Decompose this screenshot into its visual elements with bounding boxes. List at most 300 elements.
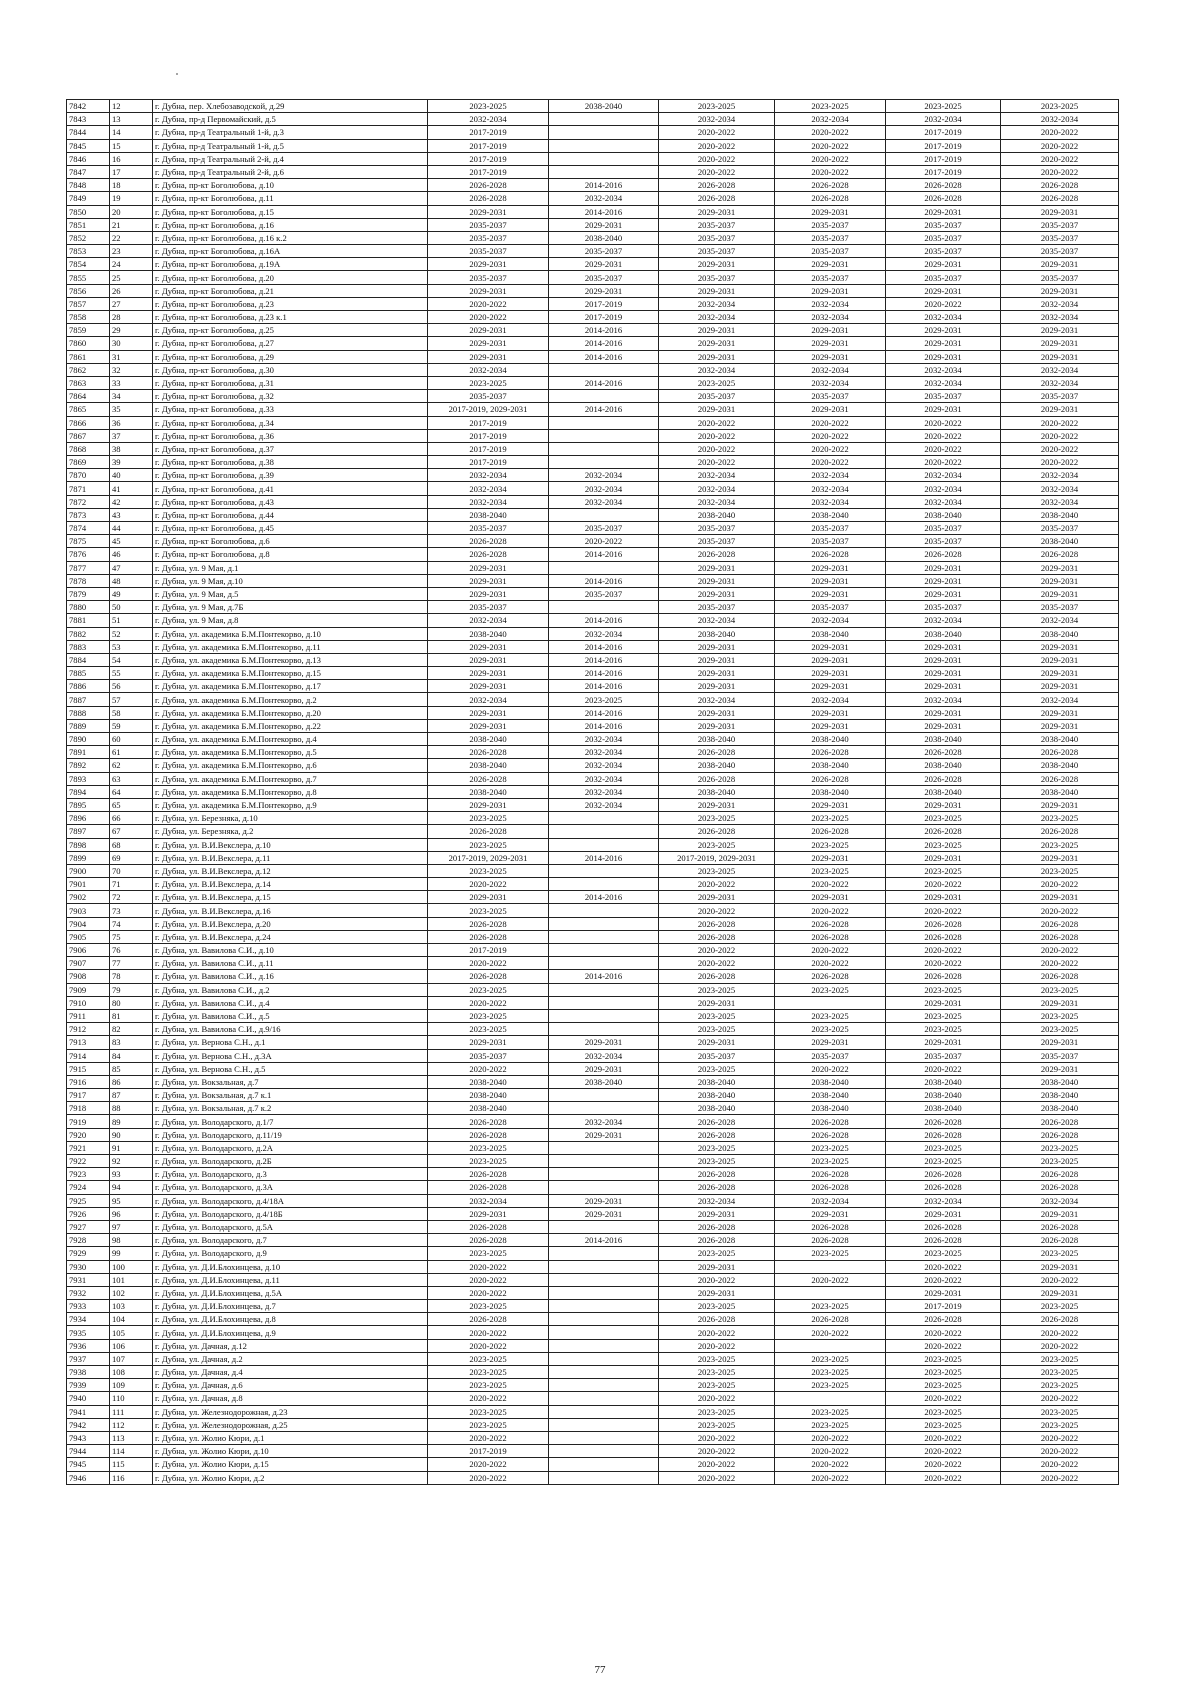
table-row	[67, 1009, 1119, 1022]
period-cell: 2014-2016	[549, 403, 659, 416]
row-number-cell: 102	[110, 1286, 153, 1299]
period-cell: 2023-2025	[428, 100, 549, 113]
row-number-cell: 51	[110, 614, 153, 627]
period-cell	[549, 878, 659, 891]
period-cell: 2023-2025	[428, 1300, 549, 1313]
table-row	[67, 139, 1119, 152]
period-cell: 2020-2022	[659, 139, 775, 152]
period-cell: 2023-2025	[775, 100, 886, 113]
period-cell: 2038-2040	[549, 1075, 659, 1088]
row-number-cell: 73	[110, 904, 153, 917]
row-id-cell: 7863	[67, 376, 110, 389]
period-cell: 2035-2037	[886, 522, 1001, 535]
period-cell: 2029-2031	[659, 996, 775, 1009]
row-id-cell: 7931	[67, 1273, 110, 1286]
period-cell: 2026-2028	[775, 917, 886, 930]
period-cell: 2023-2025	[886, 983, 1001, 996]
schedule-table	[66, 99, 1119, 1485]
period-cell: 2020-2022	[659, 1273, 775, 1286]
address-cell: г. Дубна, ул. академика Б.М.Понтекорво, д.5	[153, 746, 428, 759]
row-id-cell: 7849	[67, 192, 110, 205]
table-row	[67, 390, 1119, 403]
period-cell: 2035-2037	[886, 535, 1001, 548]
period-cell: 2029-2031	[659, 640, 775, 653]
period-cell: 2023-2025	[775, 983, 886, 996]
period-cell: 2035-2037	[886, 1049, 1001, 1062]
period-cell: 2032-2034	[1001, 469, 1119, 482]
address-cell: г. Дубна, пр-кт Боголюбова, д.27	[153, 337, 428, 350]
period-cell: 2026-2028	[1001, 192, 1119, 205]
period-cell: 2020-2022	[886, 957, 1001, 970]
address-cell: г. Дубна, пр-д Театральный 2-й, д.6	[153, 165, 428, 178]
row-number-cell: 65	[110, 798, 153, 811]
row-id-cell: 7883	[67, 640, 110, 653]
row-number-cell: 112	[110, 1418, 153, 1431]
period-cell: 2038-2040	[1001, 759, 1119, 772]
period-cell: 2020-2022	[886, 1471, 1001, 1484]
period-cell: 2029-2031	[428, 350, 549, 363]
period-cell	[549, 601, 659, 614]
period-cell: 2023-2025	[1001, 1405, 1119, 1418]
period-cell: 2026-2028	[428, 1115, 549, 1128]
period-cell: 2023-2025	[775, 1300, 886, 1313]
period-cell: 2023-2025	[428, 1023, 549, 1036]
table-row	[67, 442, 1119, 455]
period-cell: 2032-2034	[659, 363, 775, 376]
period-cell: 2020-2022	[886, 904, 1001, 917]
address-cell: г. Дубна, ул. академика Б.М.Понтекорво, д.6	[153, 759, 428, 772]
table-row	[67, 1194, 1119, 1207]
period-cell: 2014-2016	[549, 350, 659, 363]
period-cell: 2026-2028	[775, 772, 886, 785]
period-cell: 2026-2028	[886, 1115, 1001, 1128]
period-cell: 2020-2022	[1001, 139, 1119, 152]
period-cell: 2029-2031	[549, 284, 659, 297]
period-cell: 2032-2034	[886, 1194, 1001, 1207]
period-cell: 2017-2019	[428, 944, 549, 957]
period-cell: 2020-2022	[1001, 1471, 1119, 1484]
period-cell: 2026-2028	[428, 825, 549, 838]
period-cell	[549, 1023, 659, 1036]
table-row	[67, 706, 1119, 719]
row-number-cell: 116	[110, 1471, 153, 1484]
period-cell: 2038-2040	[549, 100, 659, 113]
table-row	[67, 759, 1119, 772]
period-cell: 2023-2025	[775, 838, 886, 851]
period-cell: 2029-2031	[1001, 1286, 1119, 1299]
row-id-cell: 7898	[67, 838, 110, 851]
table-row	[67, 535, 1119, 548]
period-cell: 2023-2025	[1001, 1023, 1119, 1036]
period-cell: 2035-2037	[428, 231, 549, 244]
period-cell: 2023-2025	[659, 376, 775, 389]
row-number-cell: 74	[110, 917, 153, 930]
period-cell: 2023-2025	[1001, 100, 1119, 113]
row-id-cell: 7872	[67, 495, 110, 508]
address-cell: г. Дубна, пр-кт Боголюбова, д.43	[153, 495, 428, 508]
period-cell: 2017-2019	[428, 1445, 549, 1458]
period-cell: 2035-2037	[1001, 1049, 1119, 1062]
period-cell: 2035-2037	[775, 601, 886, 614]
period-cell: 2023-2025	[428, 1379, 549, 1392]
row-id-cell: 7934	[67, 1313, 110, 1326]
period-cell: 2035-2037	[549, 271, 659, 284]
row-id-cell: 7885	[67, 667, 110, 680]
period-cell: 2032-2034	[549, 1115, 659, 1128]
period-cell: 2029-2031	[1001, 1036, 1119, 1049]
period-cell: 2032-2034	[775, 693, 886, 706]
period-cell: 2029-2031	[1001, 640, 1119, 653]
address-cell: г. Дубна, ул. 9 Мая, д.1	[153, 561, 428, 574]
period-cell: 2020-2022	[775, 152, 886, 165]
address-cell: г. Дубна, пр-кт Боголюбова, д.37	[153, 442, 428, 455]
period-cell	[549, 1458, 659, 1471]
row-id-cell: 7860	[67, 337, 110, 350]
address-cell: г. Дубна, пр-кт Боголюбова, д.38	[153, 456, 428, 469]
period-cell: 2038-2040	[886, 627, 1001, 640]
period-cell	[549, 1286, 659, 1299]
period-cell: 2029-2031	[659, 337, 775, 350]
period-cell: 2029-2031	[886, 1036, 1001, 1049]
period-cell	[549, 390, 659, 403]
period-cell: 2032-2034	[886, 693, 1001, 706]
table-row	[67, 1036, 1119, 1049]
period-cell: 2026-2028	[886, 746, 1001, 759]
period-cell: 2023-2025	[659, 1155, 775, 1168]
period-cell: 2026-2028	[886, 825, 1001, 838]
address-cell: г. Дубна, пр-д Первомайский, д.5	[153, 113, 428, 126]
period-cell: 2038-2040	[659, 508, 775, 521]
period-cell: 2035-2037	[1001, 245, 1119, 258]
period-cell: 2029-2031	[775, 719, 886, 732]
period-cell: 2020-2022	[775, 429, 886, 442]
period-cell: 2026-2028	[428, 1220, 549, 1233]
row-id-cell: 7938	[67, 1366, 110, 1379]
period-cell: 2029-2031	[775, 1036, 886, 1049]
period-cell: 2026-2028	[886, 917, 1001, 930]
period-cell: 2026-2028	[428, 1181, 549, 1194]
period-cell	[549, 1405, 659, 1418]
period-cell: 2029-2031	[886, 587, 1001, 600]
row-id-cell: 7902	[67, 891, 110, 904]
period-cell	[549, 508, 659, 521]
row-number-cell: 91	[110, 1141, 153, 1154]
period-cell: 2020-2022	[775, 904, 886, 917]
period-cell: 2032-2034	[428, 495, 549, 508]
row-number-cell: 48	[110, 574, 153, 587]
row-number-cell: 103	[110, 1300, 153, 1313]
period-cell: 2020-2022	[1001, 1273, 1119, 1286]
period-cell: 2032-2034	[886, 363, 1001, 376]
address-cell: г. Дубна, пр-кт Боголюбова, д.16 к.2	[153, 231, 428, 244]
period-cell: 2035-2037	[1001, 218, 1119, 231]
period-cell: 2020-2022	[1001, 429, 1119, 442]
period-cell	[549, 1392, 659, 1405]
period-cell: 2029-2031	[428, 653, 549, 666]
period-cell: 2020-2022	[886, 1062, 1001, 1075]
period-cell: 2020-2022	[775, 416, 886, 429]
period-cell: 2029-2031	[886, 851, 1001, 864]
period-cell: 2026-2028	[659, 192, 775, 205]
period-cell: 2029-2031	[775, 284, 886, 297]
period-cell: 2032-2034	[886, 482, 1001, 495]
row-number-cell: 36	[110, 416, 153, 429]
period-cell: 2029-2031	[659, 324, 775, 337]
row-id-cell: 7908	[67, 970, 110, 983]
period-cell: 2023-2025	[1001, 1141, 1119, 1154]
period-cell: 2020-2022	[1001, 165, 1119, 178]
period-cell: 2020-2022	[428, 1471, 549, 1484]
row-number-cell: 63	[110, 772, 153, 785]
period-cell: 2020-2022	[659, 456, 775, 469]
table-row	[67, 376, 1119, 389]
row-id-cell: 7886	[67, 680, 110, 693]
period-cell: 2023-2025	[1001, 1366, 1119, 1379]
period-cell: 2026-2028	[775, 1234, 886, 1247]
period-cell: 2032-2034	[549, 495, 659, 508]
period-cell: 2020-2022	[886, 1273, 1001, 1286]
period-cell	[549, 1260, 659, 1273]
row-number-cell: 84	[110, 1049, 153, 1062]
period-cell: 2026-2028	[886, 1168, 1001, 1181]
period-cell: 2029-2031	[886, 653, 1001, 666]
address-cell: г. Дубна, ул. Володарского, д.2Б	[153, 1155, 428, 1168]
row-number-cell: 104	[110, 1313, 153, 1326]
period-cell: 2014-2016	[549, 680, 659, 693]
period-cell: 2023-2025	[1001, 1300, 1119, 1313]
period-cell: 2026-2028	[659, 1220, 775, 1233]
period-cell: 2023-2025	[428, 983, 549, 996]
period-cell: 2029-2031	[659, 1260, 775, 1273]
row-id-cell: 7945	[67, 1458, 110, 1471]
address-cell: г. Дубна, пр-кт Боголюбова, д.31	[153, 376, 428, 389]
row-number-cell: 83	[110, 1036, 153, 1049]
period-cell: 2023-2025	[659, 1009, 775, 1022]
period-cell: 2026-2028	[1001, 917, 1119, 930]
period-cell: 2029-2031	[775, 337, 886, 350]
period-cell: 2029-2031	[775, 653, 886, 666]
period-cell: 2032-2034	[549, 759, 659, 772]
period-cell: 2020-2022	[428, 1326, 549, 1339]
period-cell: 2038-2040	[775, 1089, 886, 1102]
period-cell: 2035-2037	[659, 271, 775, 284]
address-cell: г. Дубна, ул. Дачная, д.2	[153, 1352, 428, 1365]
address-cell: г. Дубна, ул. Дачная, д.4	[153, 1366, 428, 1379]
period-cell: 2029-2031	[1001, 706, 1119, 719]
table-row	[67, 627, 1119, 640]
table-row	[67, 522, 1119, 535]
row-id-cell: 7910	[67, 996, 110, 1009]
period-cell	[549, 917, 659, 930]
period-cell: 2029-2031	[428, 587, 549, 600]
table-row	[67, 495, 1119, 508]
period-cell: 2035-2037	[659, 601, 775, 614]
period-cell: 2023-2025	[428, 1366, 549, 1379]
period-cell: 2029-2031	[886, 891, 1001, 904]
period-cell: 2035-2037	[659, 390, 775, 403]
period-cell: 2023-2025	[886, 1366, 1001, 1379]
period-cell: 2035-2037	[775, 1049, 886, 1062]
table-row	[67, 1445, 1119, 1458]
period-cell: 2014-2016	[549, 640, 659, 653]
period-cell: 2029-2031	[428, 1207, 549, 1220]
period-cell: 2023-2025	[1001, 1418, 1119, 1431]
table-row	[67, 311, 1119, 324]
period-cell: 2029-2031	[886, 337, 1001, 350]
period-cell: 2029-2031	[886, 1286, 1001, 1299]
period-cell: 2026-2028	[1001, 772, 1119, 785]
row-id-cell: 7912	[67, 1023, 110, 1036]
address-cell: г. Дубна, ул. академика Б.М.Понтекорво, д.15	[153, 667, 428, 680]
row-number-cell: 64	[110, 785, 153, 798]
row-id-cell: 7866	[67, 416, 110, 429]
period-cell: 2032-2034	[886, 113, 1001, 126]
period-cell: 2029-2031	[886, 798, 1001, 811]
address-cell: г. Дубна, ул. В.И.Векслера, д.10	[153, 838, 428, 851]
period-cell: 2035-2037	[659, 245, 775, 258]
period-cell: 2026-2028	[659, 772, 775, 785]
period-cell: 2035-2037	[775, 535, 886, 548]
period-cell: 2020-2022	[1001, 1431, 1119, 1444]
row-number-cell: 72	[110, 891, 153, 904]
period-cell: 2026-2028	[775, 192, 886, 205]
period-cell: 2020-2022	[886, 1392, 1001, 1405]
period-cell: 2029-2031	[886, 403, 1001, 416]
table-row	[67, 113, 1119, 126]
period-cell: 2023-2025	[886, 1247, 1001, 1260]
period-cell: 2020-2022	[659, 1445, 775, 1458]
period-cell: 2029-2031	[428, 706, 549, 719]
table-row	[67, 561, 1119, 574]
row-id-cell: 7921	[67, 1141, 110, 1154]
address-cell: г. Дубна, ул. В.И.Векслера, д.20	[153, 917, 428, 930]
period-cell: 2029-2031	[659, 719, 775, 732]
period-cell: 2026-2028	[659, 1115, 775, 1128]
row-id-cell: 7843	[67, 113, 110, 126]
row-number-cell: 24	[110, 258, 153, 271]
period-cell: 2020-2022	[775, 1062, 886, 1075]
period-cell: 2029-2031	[428, 574, 549, 587]
table-row	[67, 1458, 1119, 1471]
table-row	[67, 601, 1119, 614]
address-cell: г. Дубна, ул. Вернова С.Н., д.3А	[153, 1049, 428, 1062]
period-cell: 2032-2034	[1001, 482, 1119, 495]
period-cell: 2023-2025	[886, 1405, 1001, 1418]
period-cell: 2017-2019, 2029-2031	[659, 851, 775, 864]
row-number-cell: 25	[110, 271, 153, 284]
period-cell: 2026-2028	[775, 1168, 886, 1181]
period-cell	[549, 165, 659, 178]
address-cell: г. Дубна, ул. Вавилова С.И., д.2	[153, 983, 428, 996]
period-cell: 2026-2028	[1001, 825, 1119, 838]
period-cell: 2032-2034	[549, 1049, 659, 1062]
row-id-cell: 7935	[67, 1326, 110, 1339]
address-cell: г. Дубна, ул. Вавилова С.И., д.5	[153, 1009, 428, 1022]
period-cell: 2032-2034	[1001, 311, 1119, 324]
period-cell: 2023-2025	[1001, 812, 1119, 825]
period-cell: 2029-2031	[549, 1036, 659, 1049]
period-cell: 2023-2025	[659, 1366, 775, 1379]
row-number-cell: 59	[110, 719, 153, 732]
table-row	[67, 746, 1119, 759]
row-id-cell: 7871	[67, 482, 110, 495]
row-id-cell: 7890	[67, 733, 110, 746]
address-cell: г. Дубна, пр-кт Боголюбова, д.21	[153, 284, 428, 297]
period-cell: 2020-2022	[775, 139, 886, 152]
period-cell	[549, 1168, 659, 1181]
table-row	[67, 1300, 1119, 1313]
table-row	[67, 838, 1119, 851]
period-cell: 2023-2025	[659, 1405, 775, 1418]
table-row	[67, 996, 1119, 1009]
period-cell: 2038-2040	[1001, 733, 1119, 746]
period-cell: 2026-2028	[1001, 1220, 1119, 1233]
period-cell: 2023-2025	[659, 1247, 775, 1260]
row-number-cell: 111	[110, 1405, 153, 1418]
period-cell: 2023-2025	[428, 838, 549, 851]
row-id-cell: 7851	[67, 218, 110, 231]
period-cell: 2035-2037	[775, 522, 886, 535]
address-cell: г. Дубна, ул. Вавилова С.И., д.11	[153, 957, 428, 970]
row-number-cell: 108	[110, 1366, 153, 1379]
period-cell: 2023-2025	[1001, 1352, 1119, 1365]
period-cell: 2026-2028	[886, 930, 1001, 943]
period-cell: 2032-2034	[775, 297, 886, 310]
table-row	[67, 231, 1119, 244]
period-cell: 2020-2022	[1001, 957, 1119, 970]
address-cell: г. Дубна, ул. Вавилова С.И., д.4	[153, 996, 428, 1009]
period-cell: 2029-2031	[659, 891, 775, 904]
table-row	[67, 324, 1119, 337]
period-cell: 2029-2031	[1001, 891, 1119, 904]
table-row	[67, 1234, 1119, 1247]
address-cell: г. Дубна, ул. Д.И.Блохинцева, д.7	[153, 1300, 428, 1313]
row-id-cell: 7854	[67, 258, 110, 271]
address-cell: г. Дубна, пр-кт Боголюбова, д.11	[153, 192, 428, 205]
period-cell: 2038-2040	[659, 1075, 775, 1088]
period-cell: 2026-2028	[428, 970, 549, 983]
period-cell: 2029-2031	[659, 680, 775, 693]
period-cell: 2029-2031	[428, 324, 549, 337]
period-cell	[775, 1286, 886, 1299]
period-cell: 2032-2034	[549, 798, 659, 811]
period-cell: 2032-2034	[775, 495, 886, 508]
row-number-cell: 97	[110, 1220, 153, 1233]
period-cell: 2038-2040	[659, 785, 775, 798]
period-cell: 2029-2031	[659, 574, 775, 587]
period-cell: 2026-2028	[775, 1313, 886, 1326]
row-number-cell: 71	[110, 878, 153, 891]
period-cell	[549, 944, 659, 957]
address-cell: г. Дубна, ул. академика Б.М.Понтекорво, д.20	[153, 706, 428, 719]
period-cell: 2020-2022	[428, 297, 549, 310]
period-cell: 2035-2037	[549, 522, 659, 535]
period-cell: 2029-2031	[428, 337, 549, 350]
row-id-cell: 7879	[67, 587, 110, 600]
address-cell: г. Дубна, ул. Вавилова С.И., д.16	[153, 970, 428, 983]
table-row	[67, 891, 1119, 904]
period-cell: 2020-2022	[775, 442, 886, 455]
period-cell: 2023-2025	[659, 1141, 775, 1154]
period-cell: 2023-2025	[886, 1352, 1001, 1365]
table-row	[67, 1431, 1119, 1444]
period-cell: 2029-2031	[1001, 403, 1119, 416]
row-number-cell: 105	[110, 1326, 153, 1339]
period-cell: 2026-2028	[659, 825, 775, 838]
table-row	[67, 1247, 1119, 1260]
period-cell: 2017-2019	[428, 416, 549, 429]
period-cell: 2038-2040	[659, 1102, 775, 1115]
